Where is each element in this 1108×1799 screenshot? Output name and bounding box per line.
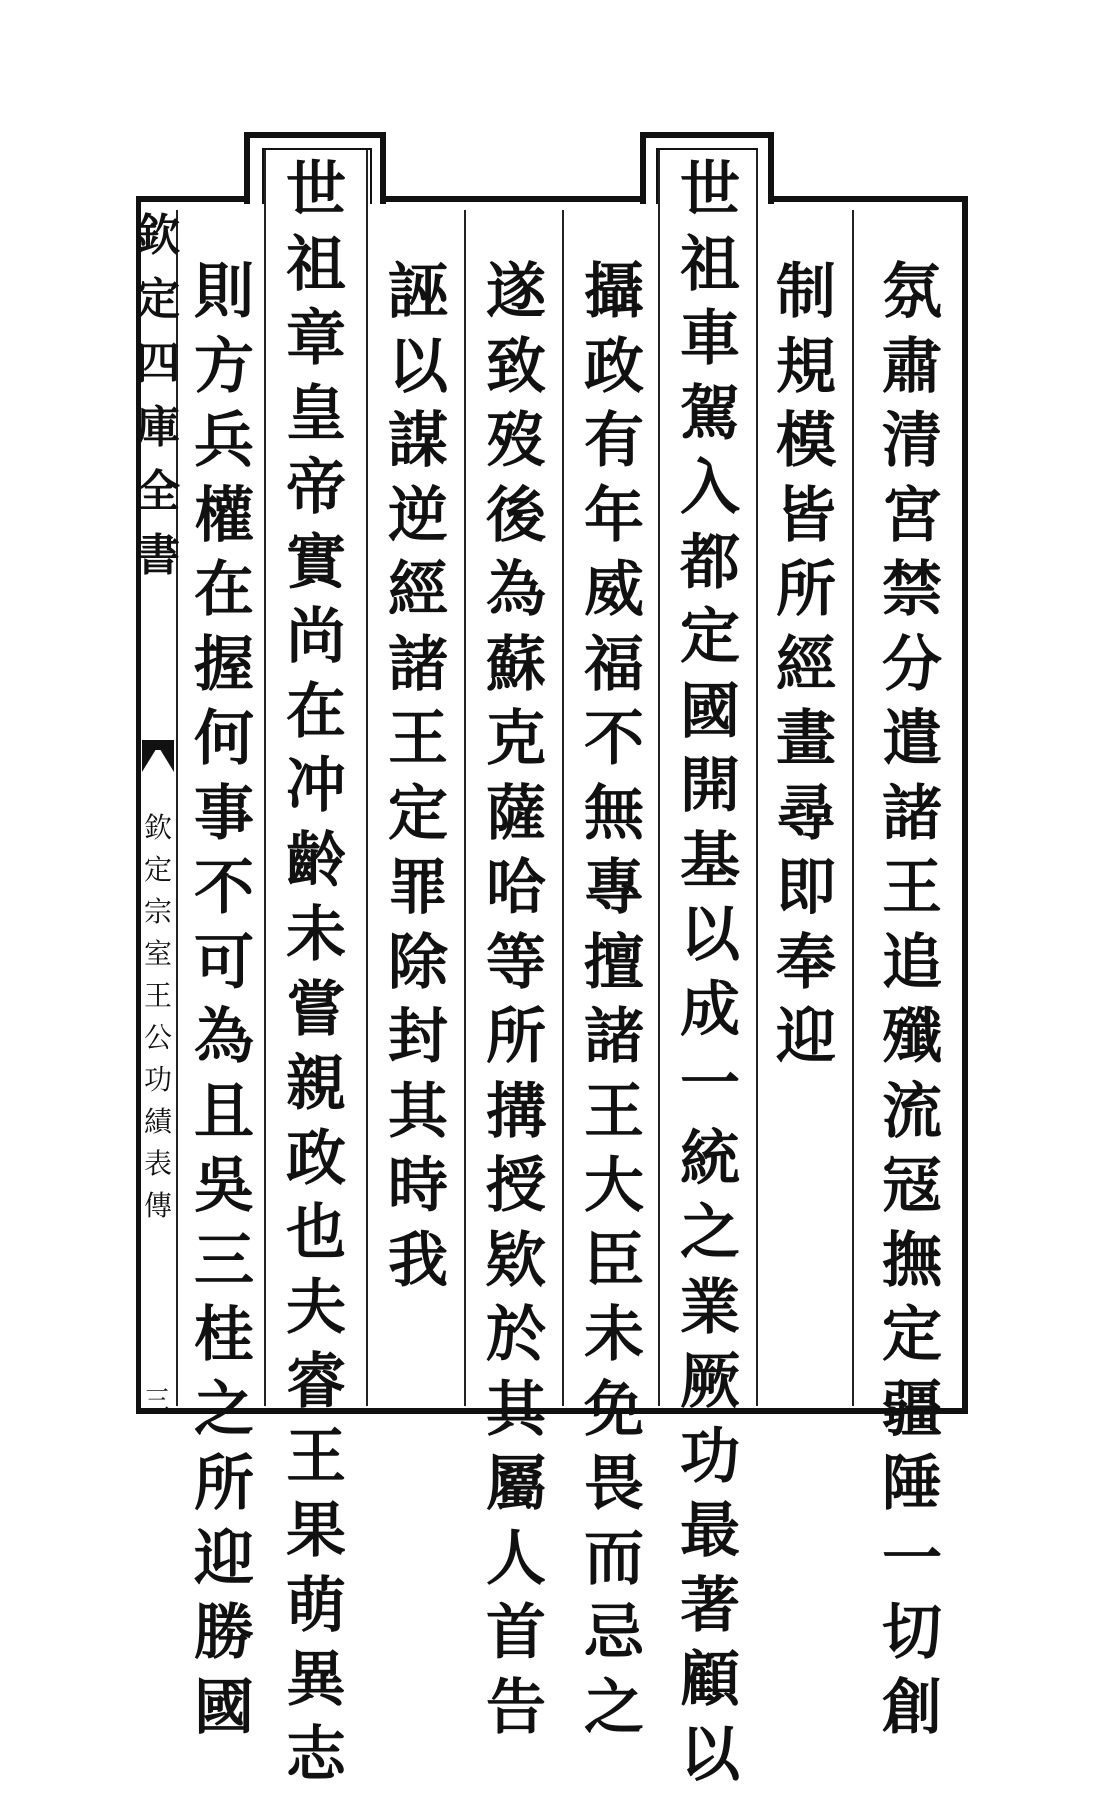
character: 即 [776,853,836,923]
character: 致 [486,331,546,402]
character: 未 [584,1300,644,1370]
character: 欵 [486,1225,546,1296]
character: 果 [286,1496,346,1566]
character: 實 [286,527,346,598]
character: 謀 [388,406,448,476]
character: 全 [136,466,180,517]
character: 傳 [143,1189,172,1222]
character: 兵 [194,406,254,476]
character: 王 [882,853,942,923]
character: 分 [882,629,942,700]
character: 迎 [194,1523,254,1594]
character: 權 [194,480,254,551]
character: 王 [584,1076,644,1147]
character: 何 [194,704,254,774]
character: 冦 [882,1151,942,1221]
character: 三 [194,1225,254,1296]
character: 功 [143,1063,172,1096]
character: 在 [194,555,254,625]
character: 以 [680,1719,740,1790]
character: 有 [584,406,644,476]
character: 車 [680,304,740,374]
character: 世 [286,155,346,225]
character: 清 [882,406,942,476]
character: 禁 [882,555,942,625]
character: 未 [286,900,346,970]
character: 勝 [194,1598,254,1668]
character: 志 [286,1719,346,1790]
character: 著 [680,1570,740,1641]
character: 宗 [143,895,172,928]
character: 開 [680,751,740,821]
character: 入 [680,453,740,523]
character: 授 [486,1151,546,1221]
character: 定 [136,274,180,325]
character: 攝 [584,257,644,327]
character: 無 [584,778,644,849]
character: 切 [882,1598,942,1668]
character: 績 [143,1105,172,1138]
character: 歿 [486,406,546,476]
character: 大 [584,1151,644,1221]
section-title [140,811,176,1234]
character: 親 [286,1049,346,1119]
character: 誣 [388,257,448,327]
character: 於 [486,1300,546,1370]
character: 一 [882,1523,942,1594]
character: 國 [680,676,740,747]
character: 表 [143,1147,172,1180]
character: 也 [286,1198,346,1268]
text-column-1 [872,257,952,1752]
character: 規 [776,331,836,402]
character: 書 [136,530,180,581]
character: 可 [194,927,254,998]
character: 政 [286,1123,346,1194]
character: 統 [680,1123,740,1194]
character: 握 [194,629,254,700]
character: 殲 [882,1002,942,1072]
character: 所 [486,1002,546,1072]
fish-tail-mark-notch [142,746,174,772]
character: 顧 [680,1645,740,1715]
character: 帝 [286,453,346,523]
character: 迎 [776,1002,836,1072]
character: 之 [194,1374,254,1445]
character: 撫 [882,1225,942,1296]
character: 夫 [286,1272,346,1343]
character: 以 [388,331,448,402]
character: 王 [286,1421,346,1492]
character: 薩 [486,778,546,849]
character: 定 [388,778,448,849]
text-column-5 [476,257,556,1752]
character: 尋 [776,778,836,849]
character: 國 [194,1672,254,1743]
character: 齡 [286,825,346,896]
character: 等 [486,927,546,998]
character: 臣 [584,1225,644,1296]
character: 制 [776,257,836,327]
character: 氛 [882,257,942,327]
text-column-4 [574,257,654,1752]
character: 之 [680,1198,740,1268]
character: 室 [143,937,172,970]
character: 不 [194,853,254,923]
character: 以 [680,900,740,970]
page-margin [136,200,180,1416]
character: 事 [194,778,254,849]
character: 遣 [882,704,942,774]
text-column-6 [378,257,458,1305]
character: 祖 [680,229,740,300]
character: 方 [194,331,254,402]
character: 畏 [584,1449,644,1519]
character: 克 [486,704,546,774]
character: 皇 [286,378,346,449]
character: 為 [194,1002,254,1072]
text-column-7 [276,155,356,1799]
character: 搆 [486,1076,546,1147]
character: 且 [194,1076,254,1147]
character: 桂 [194,1300,254,1370]
character: 陲 [882,1449,942,1519]
character: 萌 [286,1570,346,1641]
character: 宮 [882,480,942,551]
character: 四 [136,338,180,389]
character: 吳 [194,1151,254,1221]
character: 蘇 [486,629,546,700]
character: 在 [286,676,346,747]
character: 疆 [882,1374,942,1445]
character: 庫 [136,402,180,453]
character: 諸 [388,629,448,700]
character: 畫 [776,704,836,774]
character: 首 [486,1598,546,1668]
character: 經 [388,555,448,625]
character: 奉 [776,927,836,998]
text-column-3 [670,155,750,1799]
character: 免 [584,1374,644,1445]
character: 流 [882,1076,942,1147]
character: 尚 [286,602,346,672]
character: 定 [882,1300,942,1370]
character: 定 [143,853,172,886]
character: 皆 [776,480,836,551]
character: 封 [388,1002,448,1072]
character: 成 [680,974,740,1045]
page-number: 三 [144,1386,171,1416]
character: 遂 [486,257,546,327]
character: 模 [776,406,836,476]
character: 創 [882,1672,942,1743]
character: 其 [388,1076,448,1147]
character: 忌 [584,1598,644,1668]
character: 基 [680,825,740,896]
character: 章 [286,304,346,374]
character: 所 [194,1449,254,1519]
character: 祖 [286,229,346,300]
character: 欽 [136,210,180,261]
character: 功 [680,1421,740,1492]
character: 王 [143,979,172,1012]
character: 屬 [486,1449,546,1519]
character: 威 [584,555,644,625]
character: 除 [388,927,448,998]
character: 專 [584,853,644,923]
character: 一 [680,1049,740,1119]
character: 定 [680,602,740,672]
character: 為 [486,555,546,625]
character: 福 [584,629,644,700]
character: 則 [194,257,254,327]
character: 哈 [486,853,546,923]
character: 業 [680,1272,740,1343]
character: 政 [584,331,644,402]
text-column-2 [766,257,846,1082]
character: 王 [388,704,448,774]
character: 諸 [882,778,942,849]
character: 經 [776,629,836,700]
character: 諸 [584,1002,644,1072]
character: 罪 [388,853,448,923]
character: 人 [486,1523,546,1594]
character: 年 [584,480,644,551]
character: 之 [584,1672,644,1743]
character: 時 [388,1151,448,1221]
character: 厥 [680,1347,740,1417]
character: 世 [680,155,740,225]
character: 其 [486,1374,546,1445]
character: 告 [486,1672,546,1743]
character: 後 [486,480,546,551]
character: 睿 [286,1347,346,1417]
character: 而 [584,1523,644,1594]
character: 駕 [680,378,740,449]
character: 追 [882,927,942,998]
character: 冲 [286,751,346,821]
character: 公 [143,1021,172,1054]
character: 欽 [143,811,172,844]
character: 我 [388,1225,448,1296]
character: 嘗 [286,974,346,1045]
character: 異 [286,1645,346,1715]
character: 擅 [584,927,644,998]
character: 不 [584,704,644,774]
character: 肅 [882,331,942,402]
character: 逆 [388,480,448,551]
book-title [136,210,180,598]
character: 都 [680,527,740,598]
character: 最 [680,1496,740,1566]
character: 所 [776,555,836,625]
text-column-8 [184,257,264,1752]
